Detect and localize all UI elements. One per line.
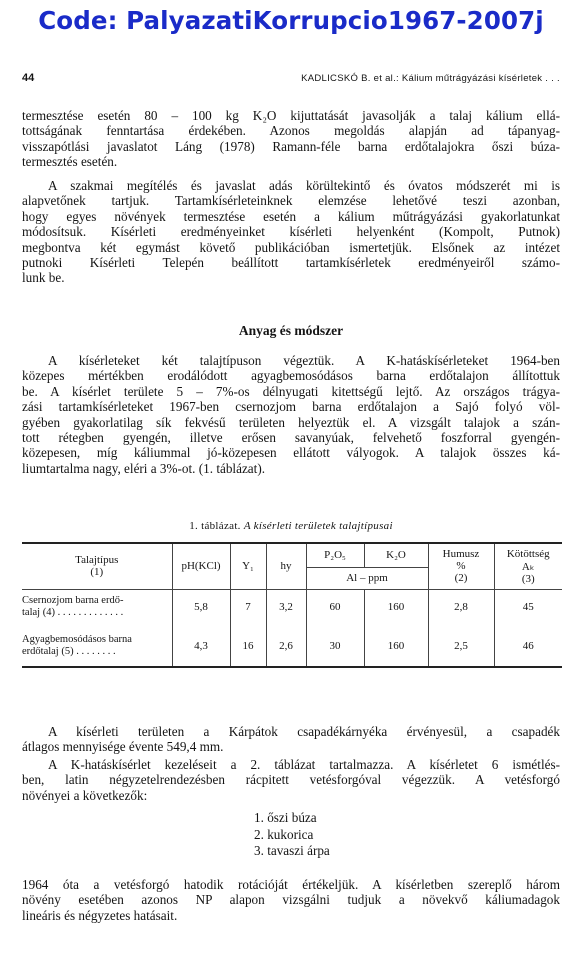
cell-y1: 16 <box>230 625 266 667</box>
text-line: növény esetében azonos NP alapon vizsgálni tudjuk a növekvő káliumadagok <box>22 892 560 908</box>
text-line: közepes mértékben erodálódott agyagbemosódásos barna erdőtalajon állítottuk <box>22 368 560 384</box>
cell-soil-name-line1: Csernozjom barna erdő- <box>22 595 124 607</box>
header-humus-label: Humusz <box>442 548 480 561</box>
methods-paragraph <box>22 353 560 476</box>
cell-p2o5: 60 <box>306 589 364 625</box>
table-row <box>22 625 562 667</box>
text-line: A K-hatáskísérlet kezeléseit a 2. táblázat tartalmazza. A kísérletet 6 ismétlés- <box>48 757 560 772</box>
text-line: termesztés esetén. <box>22 154 118 170</box>
cell-binding: 46 <box>494 625 562 667</box>
text-line: zási tartamkísérleteket 1967-ben csernozjom barna erdőtalajon a Sajó folyó völ- <box>22 399 560 415</box>
header-k2o: K₂O <box>364 543 428 567</box>
table-row <box>22 589 562 625</box>
text-line: átlagos mennyisége évente 549,4 mm. <box>22 739 224 755</box>
text-line: módosítsuk. Kísérleti eredményeinket kísérleti helyenként (Kompolt, Putnok) <box>22 224 560 240</box>
header-binding-number: (3) <box>521 572 535 585</box>
cell-hy: 2,6 <box>266 625 306 667</box>
text-line: ben, latin négyzetelrendezésben rácpitett vetésforgóval végezzük. A vetésforgó <box>22 772 560 788</box>
text-line: lunk be. <box>22 270 65 286</box>
table-caption <box>0 520 582 532</box>
text-line: A kísérleti területen a Kárpátok csapadékárnyéka érvényesül, a csapadék <box>48 724 560 739</box>
header-y1: Y₁ <box>230 543 266 589</box>
text-line: tottságának fenntartása érdekében. Azonos megoldás alapján ad tápanyag- <box>22 123 560 139</box>
text-line: gyében gyakorlatilag sík fekvésű területen helyeztük el. A vizsgált talajok a szán- <box>22 414 560 430</box>
cell-hy: 3,2 <box>266 589 306 625</box>
cell-soil-name-line2: erdőtalaj (5) . . . . . . . . <box>22 645 116 657</box>
cell-soil-name-line1: Agyagbemosódásos barna <box>22 633 132 645</box>
crop-list <box>254 810 330 860</box>
header-p2o5: P₂O₅ <box>306 543 364 567</box>
list-item: 3. tavaszi árpa <box>254 843 330 858</box>
cell-ph: 4,3 <box>172 625 230 667</box>
text-line: visszapótlási javaslatot Láng (1978) Ramann-féle barna erdőtalajokra őszi búza- <box>22 138 560 154</box>
cell-ph: 5,8 <box>172 589 230 625</box>
text-line: közepesen, míg káliummal jó-közepesen ellátott vályogok. A talajok összes ká- <box>22 445 560 461</box>
cell-p2o5: 30 <box>306 625 364 667</box>
text-line: lineáris és négyzetes hatásait. <box>22 907 178 923</box>
list-item: 1. őszi búza <box>254 810 317 825</box>
header-soil-type-number: (1) <box>90 566 104 579</box>
final-paragraph <box>22 877 560 923</box>
cell-humus: 2,5 <box>428 625 494 667</box>
table-caption-label: 1. táblázat. <box>189 520 241 532</box>
cell-humus: 2,8 <box>428 589 494 625</box>
cell-binding: 45 <box>494 589 562 625</box>
text-line: megbontva két egymást követő publikációban ismertetjük. Elsőnek az intézet <box>22 239 560 255</box>
cell-soil-name-line2: talaj (4) . . . . . . . . . . . . . <box>22 607 124 619</box>
text-line: be. A kísérlet területe 5 – 7%-os délnyugati kitettségű lejtő. Az országos trágya- <box>22 383 560 399</box>
header-soil-type <box>22 543 172 589</box>
header-humus-number: (2) <box>454 572 468 585</box>
header-ph: pH(KCl) <box>172 543 230 589</box>
header-al-ppm: Al – ppm <box>306 567 428 589</box>
header-binding-symbol: Aₖ <box>521 560 535 573</box>
header-hy: hy <box>266 543 306 589</box>
cell-soil-name <box>22 589 172 625</box>
code-title: Code: PalyazatiKorrupcio1967-2007j <box>38 6 544 35</box>
text-line: termesztése esetén 80 – 100 kg K₂O kijuttatását javasolják a talaj kálium ellá- <box>22 108 560 123</box>
text-line: tott rétegben gyengén, illetve erősen savanyúak, felvehető foszforral gyengén- <box>22 430 560 446</box>
header-binding-label: Kötöttség <box>506 547 550 560</box>
header-soil-type-label: Talajtípus <box>75 554 119 567</box>
text-line: liumtartalma nagy, eléri a 3%-ot. (1. táblázat). <box>22 460 266 476</box>
text-line: növényei a következők: <box>22 787 148 803</box>
section-heading: Anyag és módszer <box>238 323 344 338</box>
list-item: 2. kukorica <box>254 826 314 842</box>
running-header <box>22 72 560 88</box>
running-title: KADLICSKÓ B. et al.: Kálium műtrágyázási kísérletek . . . <box>301 73 560 84</box>
after-table-paragraph-2 <box>22 757 560 803</box>
text-line: putnoki Kísérleti Telepén beállított tartamkísérletek eredményeiről számo- <box>22 255 560 271</box>
header-humus <box>428 543 494 589</box>
text-line: A szakmai megítélés és javaslat adás körültekintő és óvatos módszerét mi is <box>48 178 560 193</box>
cell-y1: 7 <box>230 589 266 625</box>
intro-paragraph-1 <box>22 108 560 170</box>
text-line: hogy egyes növények termesztése esetén a kálium műtrágyázási gyakorlatunkat <box>22 208 560 224</box>
header-humus-unit: % <box>456 560 466 573</box>
text-line: 1964 óta a vetésforgó hatodik rotációját értékeljük. A kísérletben szereplő három <box>22 877 560 892</box>
cell-soil-name <box>22 625 172 667</box>
text-line: alapvetőnek tartjuk. Tartamkísérleteinknek elemzése lehetővé teszi azonban, <box>22 193 560 209</box>
intro-paragraph-2 <box>22 178 560 286</box>
table-caption-title: A kísérleti területek talajtípusai <box>243 520 393 532</box>
cell-k2o: 160 <box>364 625 428 667</box>
text-line: A kísérleteket két talajtípuson végeztük. A K-hatáskísérleteket 1964-ben <box>48 353 560 368</box>
after-table-paragraph-1 <box>22 724 560 755</box>
cell-k2o: 160 <box>364 589 428 625</box>
header-binding <box>494 543 562 589</box>
soil-types-table <box>22 542 562 668</box>
page-number: 44 <box>22 72 35 84</box>
